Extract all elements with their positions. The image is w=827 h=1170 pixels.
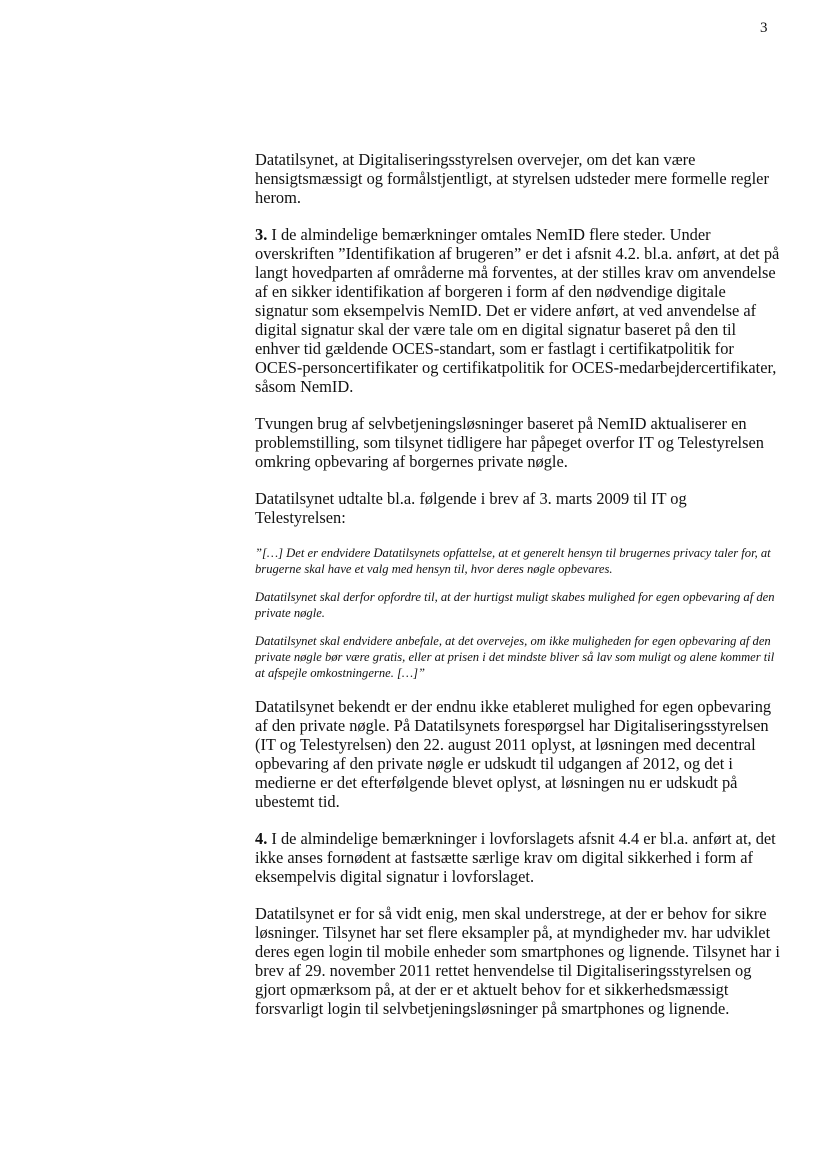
page-number: 3	[760, 20, 768, 36]
quote-paragraph: ”[…] Det er endvidere Datatilsynets opfattelse, at et generelt hensyn til brugernes privacy taler for, at brugerne skal have et valg med hensyn til, hvor deres nøgle opbevares.	[255, 546, 771, 576]
paragraph-nemid-issue: Tvungen brug af selvbetjeningsløsninger baseret på NemID aktualiserer en problemstilling, som tilsynet tidligere har påpeget overfor IT og Telestyrelsen omkring opbevaring af borgernes private nøgle.	[255, 414, 764, 471]
paragraph-text: I de almindelige bemærkninger omtales NemID flere steder. Under overskriften ”Identifikation af brugeren” er det i afsnit 4.2. bl.a. anført, at det på langt hovedparten af områderne må forventes, at der stilles krav om anvendelse af en sikker identifikation af borgeren i form af den nødvendige digitale signatur som eksempelvis NemID. Det er videre anført, at ved anvendelse af digital signatur skal der være tale om en digital signatur baseret på den til enhver tid gældende OCES-standart, som er fastlagt i certifikatpolitik for OCES-personcertifikater og certifikatpolitik for OCES-medarbejdercertifikater, såsom NemID.	[255, 225, 780, 396]
quote-paragraph: Datatilsynet skal derfor opfordre til, at der hurtigst muligt skabes mulighed for egen opbevaring af den private nøgle.	[255, 590, 775, 620]
paragraph-text: I de almindelige bemærkninger i lovforslagets afsnit 4.4 er bl.a. anført at, det ikke anses fornødent at fastsætte særlige krav om digital sikkerhed i form af eksempelvis digital signatur i lovforslaget.	[255, 829, 776, 886]
paragraph-letter-intro: Datatilsynet udtalte bl.a. følgende i brev af 3. marts 2009 til IT og Telestyrelsen:	[255, 489, 687, 527]
section-number: 3.	[255, 225, 268, 244]
paragraph-conclusion: Datatilsynet er for så vidt enig, men skal understrege, at der er behov for sikre løsninger. Tilsynet har set flere eksampler på, at myndigheder mv. har udviklet deres egen login til mobile enheder som smartphones og lignende. Tilsynet har i brev af 29. november 2011 rettet henvendelse til Digitaliseringsstyrelsen og gjort opmærksom på, at der er et aktuelt behov for et sikkerhedsmæssigt forsvarligt login til selvbetjeningsløsninger på smartphones og lignende.	[255, 904, 780, 1018]
section-number: 4.	[255, 829, 268, 848]
document-body	[255, 150, 780, 1036]
paragraph-intro: Datatilsynet, at Digitaliseringsstyrelsen overvejer, om det kan være hensigtsmæssigt og formålstjentligt, at styrelsen udsteder mere formelle regler herom.	[255, 150, 769, 207]
quote-paragraph: Datatilsynet skal endvidere anbefale, at det overvejes, om ikke muligheden for egen opbevaring af den private nøgle bør være gratis, eller at prisen i det mindste bliver så lav som muligt og alene kommer til at afspejle omkostningerne. […]”	[255, 634, 775, 680]
paragraph-status: Datatilsynet bekendt er der endnu ikke etableret mulighed for egen opbevaring af den private nøgle. På Datatilsynets forespørgsel har Digitaliseringsstyrelsen (IT og Telestyrelsen) den 22. august 2011 oplyst, at løsningen med decentral opbevaring af den private nøgle er udskudt til udgangen af 2012, og det i medierne er det efterfølgende blevet oplyst, at løsningen nu er udskudt på ubestemt tid.	[255, 697, 772, 811]
paragraph-section-3	[255, 225, 780, 396]
paragraph-section-4	[255, 829, 780, 886]
